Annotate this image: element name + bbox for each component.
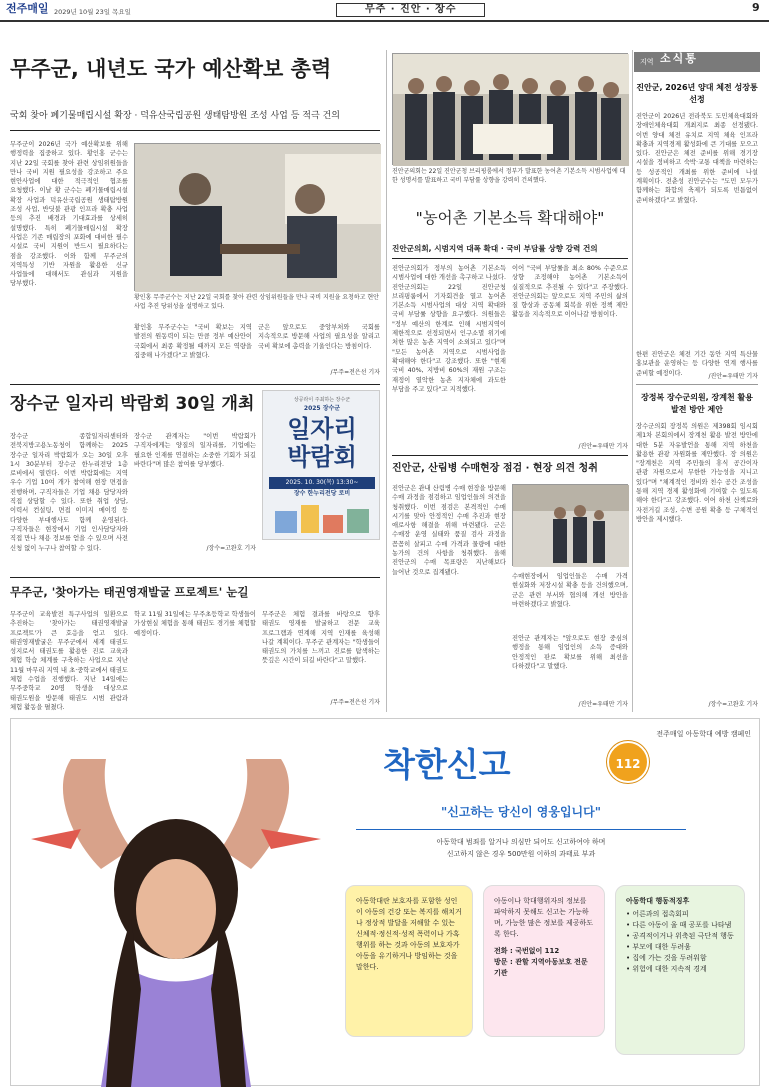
sidebar-header [634, 52, 760, 72]
sidebar-label2: 소식통 [660, 52, 698, 65]
warning-sign-item: • 어른과의 접촉회피 [626, 910, 689, 918]
article1-headline: 무주군, 내년도 국가 예산확보 총력 [10, 57, 332, 81]
article4-body: 진안군의회가 정부의 농어촌 기본소득 시범사업에 대한 개선을 촉구하고 나섰다. 진안군의회는 22일 진안군청 브리핑룸에서 기자회견을 열고 농어촌 기본소득 시범사업의 대상 지역 확대와 국비 부담률 상향을 요구했다. 의원들은 "정부 예산의 한계로 인해 시범지역이 제한적으로 선정되면서 인구소멸 위기에 처한 많은 농촌 지역이 소외되고 있다"며 "모든 농어촌 지역으로 시범사업을 확대해야 한다"고 강조했다. 또한 "현재 국비 40%, 지방비 60%의 재원 구조는 재정이 열악한 농촌 지자체에 과도한 부담을 주고 있다"고 지적했다. [392, 265, 506, 393]
campaign-slogan: "신고하는 당신이 영웅입니다" [441, 805, 601, 819]
report-info-box [483, 885, 605, 1037]
article2-body2: 장수군 관계자는 "이번 박람회가 구직자에게는 양질의 일자리를, 기업에는 필요한 인재를 연결하는 소중한 기회가 되길 바란다"며 많은 참여를 당부했다. [134, 433, 256, 468]
publication-date: 2029년 10월 23일 목요일 [54, 8, 131, 16]
article3-body3: 무주군은 체험 결과를 바탕으로 향후 태권도 영재를 발굴하고 전문 교육 프로그램과 연계해 지역 인재를 육성해 나갈 계획이다. 무주군 관계자는 "학생들이 태권도의 가치를 느끼고 진로를 탐색하는 뜻깊은 시간이 되길 바란다"고 말했다. [262, 611, 380, 665]
warning-sign-item: • 위험에 대한 지속적 경계 [626, 965, 707, 973]
poster-year: 2025 장수군 [303, 405, 341, 412]
article4-body2: 이어 "국비 부담률을 최소 80% 수준으로 상향 조정해야 농어촌 기본소득이 실질적으로 추진될 수 있다"고 주장했다. 진안군의회는 앞으로도 지역 주민의 삶의 질 향상과 공동체 회복을 위한 정책 제안 활동을 지속적으로 이어나갈 방침이다. [512, 265, 628, 319]
warning-sign-item: • 공격적이거나 위축된 극단적 행동 [626, 932, 734, 940]
sidebar-label1: 지역 [640, 58, 654, 66]
sidebar-news1-body: 진안군이 2026년 전라북도 도민체육대회와 장애인체육대회 개최지로 최종 선정됐다. 이번 양대 체전 유치로 지역 체육 인프라 확충과 지역경제 활성화에 큰 기대를 모으고 있다. 진안군은 체전 준비를 위해 경기장 시설을 정비하고 숙박·교통 대책을 마련하는 등 성공적인 개최를 위한 준비에 나설 계획이다. 전춘성 진안군수는 "도민 모두가 함께하는 화합의 축제가 되도록 빈틈없이 준비하겠다"고 밝혔다. [636, 113, 758, 204]
report-visit: 방문 : 관할 지역아동보호 전문기관 [494, 958, 588, 977]
poster-illustration-icon [271, 501, 373, 537]
warning-sign-item: • 집에 가는 것을 두려워함 [626, 954, 707, 962]
sidebar-news1-title: 진안군, 2026년 양대 체전 성장통 선정 [636, 83, 758, 104]
article1-body-left: 무주군이 2026년 국가 예산확보를 위해 행정력을 집중하고 있다. 황인홍 군수는 지난 22일 국회를 찾아 관련 상임위원들을 만나 국비 지원 필요성을 강조하고 주요 현안사업에 대한 적극적인 협조를 요청했다. 이날 황 군수는 폐기물매립시설 확장 사업과 덕유산국립공원 생태탐방원 조성 사업, 반딧불 관광 인프라 확충 사업 등의 추진 배경과 기대효과를 상세히 설명했다. 특히 폐기물매립시설 확장 사업은 기존 매립장의 포화에 대비한 필수 시설로 국비 지원이 반드시 필요하다는 점을 강조했다. 이와 함께 무주군의 지역특성 기반 자원을 활용한 신규 사업들에 대해서도 관심과 지원을 당부했다. [10, 141, 128, 288]
article5-body3: 진안군 관계자는 "앞으로도 현장 중심의 행정을 통해 임업인의 소득 증대와 안정적인 판로 확보를 위해 최선을 다하겠다"고 말했다. [512, 635, 628, 670]
sidebar-news1-body2: 한편 진안군은 체전 기간 동안 지역 특산물 홍보관을 운영하는 등 다양한 연계 행사를 준비할 예정이다. [636, 351, 758, 377]
campaign-desc2: 신고하지 않은 경우 500만원 이하의 과태료 부과 [446, 850, 596, 858]
article2-body: 장수군 종합일자리센터와 전북지방고용노동청이 함께하는 2025 장수군 일자리 박람회가 오는 30일 오후 1시 30분부터 장수군 한누리전당 1층 로비에서 열린다. 이번 박람회에는 지역 우수 기업 10여 개가 참여해 현장 면접을 진행하며, 구직자들은 기업 채용 담당자와 직접 상담할 수 있다. 또한 취업 상담, 이력서 컨설팅, 면접 이미지 메이킹 등 다양한 부대행사도 함께 운영된다. 구직자들은 현장에서 기업 인사담당자와 직접 만나 채용 정보를 얻을 수 있으며 사전 신청 없이 누구나 참여할 수 있다. [10, 433, 128, 552]
article4-caption: 진안군의회는 22일 진안군청 브리핑룸에서 정부가 발표한 농어촌 기본소득 시범사업에 대한 성명서를 발표하고 국비 부담률 상향을 강력히 건의했다. [392, 168, 626, 184]
job-fair-poster [262, 390, 380, 540]
warning-sign-item: • 부모에 대한 두려움 [626, 943, 691, 951]
section-title: 무주 · 진안 · 장수 [336, 3, 485, 17]
article1-byline: /무주=전은선 기자 [330, 369, 380, 376]
report-phone: 전화 : 국번없이 112 [494, 947, 560, 955]
page-number: 9 [752, 1, 760, 14]
112-badge: 112 [607, 741, 649, 783]
campaign-illustration-icon [11, 759, 341, 1087]
warning-signs-title: 아동학대 행동적징후 [626, 897, 690, 905]
article3-headline: 무주군, '찾아가는 태권영재발굴 프로젝트' 눈길 [10, 585, 249, 599]
campaign-title: 착한신고 [383, 745, 511, 784]
article4-group-photo [392, 53, 628, 165]
poster-place: 장수 한누리전당 로비 [293, 490, 351, 497]
article5-headline: 진안군, 산림병 수매현장 점검 · 현장 의견 청취 [392, 463, 598, 474]
sidebar-news1-byline: /진안=우태만 기자 [708, 373, 758, 380]
article2-headline: 장수군 일자리 박람회 30일 개최 [10, 394, 255, 414]
report-info-text: 아동이나 학대행위자의 정보를 파악하지 못해도 신고는 가능하며, 가능한 많은 정보를 제공하도록 한다. [494, 897, 594, 938]
article4-subhead: 진안군의회, 시범지역 대폭 확대 · 국비 부담률 상향 강력 건의 [392, 244, 598, 253]
article1-caption: 황인홍 무주군수는 지난 22일 국회를 찾아 관련 상임위원들을 만나 국비 지원을 요청하고 현안사업 추진 당위성을 설명하고 있다. [134, 294, 379, 310]
masthead: 전주매일 [6, 2, 49, 15]
article4-byline: /진안=우태만 기자 [578, 443, 628, 450]
poster-org: 상공라이 주최하는 장수군 [293, 397, 351, 403]
sidebar-news2-byline: /장수=고완호 기자 [708, 701, 758, 708]
article3-body: 무주군이 교육발전 특구사업의 일환으로 추진하는 '찾아가는 태권영재발굴 프로젝트'가 큰 호응을 얻고 있다. 태권영재발굴은 무주군에서 세계 태권도 성지로서 태권도를 활용한 진로 교육과 체험 학습 체계를 구축하는 사업으로 지난 11월 마무리 지역 내 초·중학교에서 태권도 체험 수업을 진행했다. 지난 14일에는 무주중학교 20명 학생을 대상으로 태권도원을 방문해 태권도 시범 관람과 체험 활동을 펼쳤다. [10, 611, 128, 711]
poster-title1: 일자리 [287, 415, 357, 443]
sidebar-news2-body: 장수군의회 장정복 의원은 제398회 임시회 제1차 본회의에서 장계천 활용 발전 방안에 대한 5분 자유발언을 통해 지역 하천을 활용한 관광 자원화를 제안했다. 장 의원은 "장계천은 지역 주민들의 휴식 공간이자 관광 자원으로서 무한한 가능성을 지니고 있다"며 "체계적인 정비와 친수 공간 조성을 통해 지역 경제 활성화에 기여할 수 있도록 해야 한다"고 강조했다. 이어 하천 산책로와 자전거길 조성, 수변 공원 확충 등 구체적인 방안을 제시했다. [636, 423, 758, 523]
campaign-desc1: 아동학대 범죄를 알거나 의심만 되어도 신고하여야 하며 [436, 838, 606, 846]
article5-body2: 수매현장에서 임업인들은 수매 가격 현실화와 저장시설 확충 등을 건의했으며, 군은 관련 부서와 협의해 개선 방안을 마련하겠다고 밝혔다. [512, 573, 628, 608]
definition-box: 아동학대란 보호자를 포함한 성인이 아동의 건강 또는 복지를 해치거나 정상적 발달을 저해할 수 있는 신체적·정신적·성적 폭력이나 가혹행위를 하는 것과 아동의 보호자가 아동을 유기하거나 방임하는 것을 말한다. [345, 885, 473, 1037]
article4-headline: "농어촌 기본소득 확대해야" [415, 209, 605, 227]
article3-byline: /무주=전은선 기자 [330, 699, 380, 706]
article1-body-right: 군은 앞으로도 중앙부처와 국회를 지속적으로 방문해 사업의 필요성을 알리고 국비 확보에 총력을 기울인다는 방침이다. [258, 324, 380, 350]
article1-subhead: 국회 찾아 폐기물매립시설 확장 · 덕유산국립공원 생태탐방원 조성 사업 등 적극 건의 [10, 111, 340, 121]
sidebar-news2-title: 장정복 장수군의원, 장계천 활용 발전 방안 제안 [641, 393, 753, 414]
article3-body2: 학교 11월 31일에는 무주초등학교 학생들이 가상현실 체험을 통해 태권도 경기를 체험할 예정이다. [134, 611, 256, 637]
warning-signs-box [615, 885, 745, 1055]
article5-body: 진안군은 관내 산림병 수매 현장을 방문해 수매 과정을 점검하고 임업인들의 의견을 청취했다. 이번 점검은 본격적인 수매 시기를 맞아 안정적인 수매 추진과 현장 애로사항 해결을 위해 마련됐다. 군은 수매장 운영 실태와 품질 검사 과정을 꼼꼼히 살피고 수매 가격과 물량에 대한 농가의 건의 사항을 청취했다. 올해 진안군의 수매 목표량은 지난해보다 늘어난 것으로 집계됐다. [392, 485, 506, 576]
warning-sign-item: • 다른 아동이 울 때 공포를 나타냄 [626, 921, 732, 929]
article1-body-mid: 황인홍 무주군수는 "국비 확보는 지역 발전의 원동력이 되는 만큼 정부 예산안이 국회에서 최종 확정될 때까지 모든 역량을 집중해 나가겠다"고 밝혔다. [134, 324, 252, 359]
article5-byline: /진안=우태만 기자 [578, 701, 628, 708]
campaign-label: 전주매일 아동학대 예방 캠페인 [656, 730, 751, 738]
article1-photo [134, 143, 380, 291]
article5-photo [512, 484, 628, 566]
poster-title2: 박람회 [287, 443, 357, 471]
poster-time: 2025. 10. 30(목) 13:30~ [269, 477, 375, 489]
child-abuse-campaign-ad [10, 718, 760, 1086]
article2-byline: /장수=고완호 기자 [206, 545, 256, 552]
